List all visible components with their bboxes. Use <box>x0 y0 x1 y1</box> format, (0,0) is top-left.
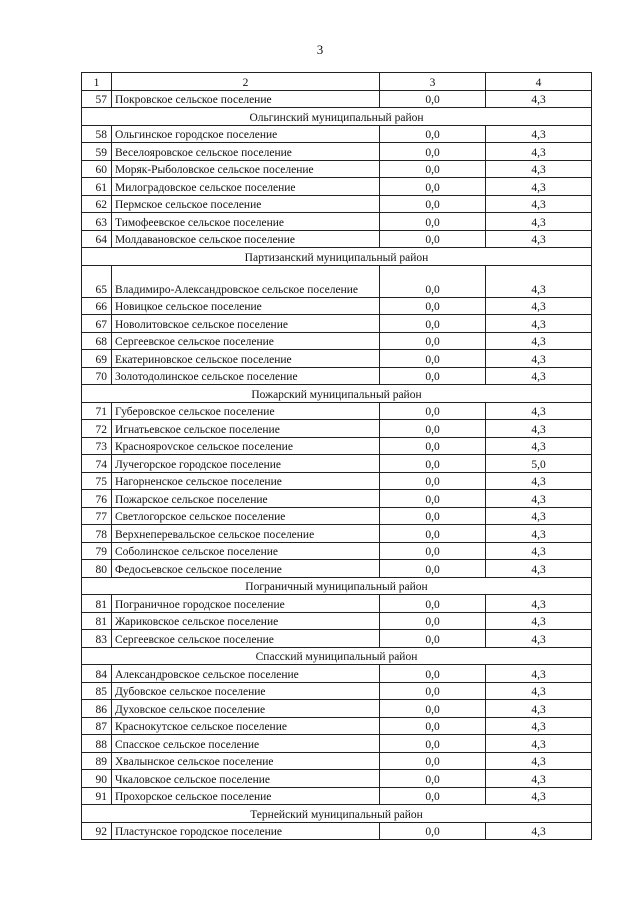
settlement-name: Красноярovское сельское поселение <box>112 437 380 455</box>
table-row <box>82 472 592 490</box>
table-row <box>82 367 592 385</box>
value-col-4: 4,3 <box>486 665 592 683</box>
row-number: 70 <box>82 367 112 385</box>
value-col-4: 4,3 <box>486 160 592 178</box>
settlement-name: Игнатьевское сельское поселение <box>112 420 380 438</box>
value-col-4: 4,3 <box>486 735 592 753</box>
row-number: 76 <box>82 490 112 508</box>
settlement-name: Моряк-Рыболовское сельское поселение <box>112 160 380 178</box>
value-col-4: 4,3 <box>486 178 592 196</box>
table-row <box>82 230 592 248</box>
value-col-3: 0,0 <box>380 700 486 718</box>
value-col-3: 0,0 <box>380 560 486 578</box>
section-title: Спасский муниципальный район <box>82 647 592 665</box>
value-col-3: 0,0 <box>380 367 486 385</box>
value-col-3: 0,0 <box>380 822 486 840</box>
value-col-4: 4,3 <box>486 507 592 525</box>
value-col-3: 0,0 <box>380 420 486 438</box>
table-row <box>82 143 592 161</box>
row-number: 68 <box>82 332 112 350</box>
settlement-name: Милоградовское сельское поселение <box>112 178 380 196</box>
value-col-4: 4,3 <box>486 125 592 143</box>
value-col-3: 0,0 <box>380 437 486 455</box>
row-number: 86 <box>82 700 112 718</box>
data-table <box>81 72 592 840</box>
table-row <box>82 700 592 718</box>
settlement-name: Спасское сельское поселение <box>112 735 380 753</box>
value-col-3: 0,0 <box>380 90 486 108</box>
value-col-3: 0,0 <box>380 455 486 473</box>
table-row <box>82 822 592 840</box>
section-title: Партизанский муниципальный район <box>82 248 592 266</box>
row-number: 73 <box>82 437 112 455</box>
section-title: Пожарский муниципальный район <box>82 385 592 403</box>
settlement-name: Светлогорское сельское поселение <box>112 507 380 525</box>
value-col-4: 4,3 <box>486 297 592 315</box>
row-number: 81 <box>82 612 112 630</box>
settlement-name: Федосьевское сельское поселение <box>112 560 380 578</box>
settlement-name: Сергеевское сельское поселение <box>112 332 380 350</box>
row-number: 62 <box>82 195 112 213</box>
value-col-4: 4,3 <box>486 90 592 108</box>
settlement-name: Пермское сельское поселение <box>112 195 380 213</box>
value-col-3: 0,0 <box>380 525 486 543</box>
row-number: 90 <box>82 770 112 788</box>
header-cell-4: 4 <box>486 73 592 91</box>
row-number: 65 <box>82 265 112 297</box>
row-number: 71 <box>82 402 112 420</box>
header-cell-2: 2 <box>112 73 380 91</box>
value-col-4: 4,3 <box>486 717 592 735</box>
value-col-4: 4,3 <box>486 315 592 333</box>
settlement-name: Молдавановское сельское поселение <box>112 230 380 248</box>
value-col-3: 0,0 <box>380 315 486 333</box>
value-col-4: 4,3 <box>486 560 592 578</box>
settlement-name: Верхнеперевальское сельское поселение <box>112 525 380 543</box>
header-cell-1: 1 <box>82 73 112 91</box>
value-col-3: 0,0 <box>380 265 486 297</box>
row-number: 72 <box>82 420 112 438</box>
settlement-name: Новолитовское сельское поселение <box>112 315 380 333</box>
value-col-4: 4,3 <box>486 700 592 718</box>
value-col-4: 4,3 <box>486 472 592 490</box>
table-row <box>82 178 592 196</box>
row-number: 84 <box>82 665 112 683</box>
row-number: 63 <box>82 213 112 231</box>
table-row <box>82 595 592 613</box>
settlement-name: Золотодолинское сельское поселение <box>112 367 380 385</box>
value-col-3: 0,0 <box>380 752 486 770</box>
settlement-name: Нагорненское сельское поселение <box>112 472 380 490</box>
row-number: 80 <box>82 560 112 578</box>
table-row <box>82 717 592 735</box>
table-row <box>82 297 592 315</box>
table-row <box>82 265 592 297</box>
settlement-name: Покровское сельское поселение <box>112 90 380 108</box>
value-col-3: 0,0 <box>380 178 486 196</box>
table-row <box>82 90 592 108</box>
value-col-4: 4,3 <box>486 542 592 560</box>
value-col-4: 4,3 <box>486 367 592 385</box>
value-col-4: 4,3 <box>486 490 592 508</box>
value-col-4: 5,0 <box>486 455 592 473</box>
value-col-3: 0,0 <box>380 160 486 178</box>
value-col-4: 4,3 <box>486 420 592 438</box>
row-number: 66 <box>82 297 112 315</box>
value-col-3: 0,0 <box>380 332 486 350</box>
table-row <box>82 437 592 455</box>
section-header-row <box>82 805 592 823</box>
settlement-name: Прохорское сельское поселение <box>112 787 380 805</box>
value-col-3: 0,0 <box>380 717 486 735</box>
value-col-4: 4,3 <box>486 332 592 350</box>
row-number: 58 <box>82 125 112 143</box>
row-number: 91 <box>82 787 112 805</box>
value-col-3: 0,0 <box>380 770 486 788</box>
value-col-4: 4,3 <box>486 630 592 648</box>
value-col-3: 0,0 <box>380 612 486 630</box>
header-cell-3: 3 <box>380 73 486 91</box>
settlement-name: Губеровское сельское поселение <box>112 402 380 420</box>
value-col-3: 0,0 <box>380 195 486 213</box>
table-row <box>82 455 592 473</box>
value-col-4: 4,3 <box>486 525 592 543</box>
value-col-3: 0,0 <box>380 507 486 525</box>
section-header-row <box>82 385 592 403</box>
row-number: 77 <box>82 507 112 525</box>
settlement-name: Пластунское городское поселение <box>112 822 380 840</box>
table-row <box>82 420 592 438</box>
table-row <box>82 630 592 648</box>
row-number: 89 <box>82 752 112 770</box>
table-row <box>82 350 592 368</box>
table-row <box>82 560 592 578</box>
value-col-3: 0,0 <box>380 472 486 490</box>
settlement-name: Краснокутское сельское поселение <box>112 717 380 735</box>
value-col-4: 4,3 <box>486 822 592 840</box>
table-row <box>82 160 592 178</box>
row-number: 69 <box>82 350 112 368</box>
table-row <box>82 735 592 753</box>
value-col-4: 4,3 <box>486 195 592 213</box>
table-row <box>82 542 592 560</box>
section-header-row <box>82 647 592 665</box>
row-number: 59 <box>82 143 112 161</box>
row-number: 79 <box>82 542 112 560</box>
settlement-name: Александровское сельское поселение <box>112 665 380 683</box>
value-col-4: 4,3 <box>486 143 592 161</box>
table-row <box>82 402 592 420</box>
settlement-name: Сергеевское сельское поселение <box>112 630 380 648</box>
settlement-name: Веселояровское сельское поселение <box>112 143 380 161</box>
value-col-3: 0,0 <box>380 125 486 143</box>
table-row <box>82 490 592 508</box>
row-number: 83 <box>82 630 112 648</box>
section-header-row <box>82 577 592 595</box>
page-number: 3 <box>316 42 324 57</box>
table-row <box>82 332 592 350</box>
value-col-4: 4,3 <box>486 787 592 805</box>
settlement-name: Жариковское сельское поселение <box>112 612 380 630</box>
section-title: Тернейский муниципальный район <box>82 805 592 823</box>
settlement-name: Соболинское сельское поселение <box>112 542 380 560</box>
value-col-4: 4,3 <box>486 402 592 420</box>
settlement-name: Тимофеевское сельское поселение <box>112 213 380 231</box>
value-col-3: 0,0 <box>380 735 486 753</box>
settlement-name: Дубовское сельское поселение <box>112 682 380 700</box>
value-col-3: 0,0 <box>380 542 486 560</box>
row-number: 92 <box>82 822 112 840</box>
value-col-4: 4,3 <box>486 213 592 231</box>
settlement-name: Владимиро-Александровское сельское поселение <box>112 265 380 297</box>
value-col-4: 4,3 <box>486 230 592 248</box>
table-row <box>82 525 592 543</box>
value-col-4: 4,3 <box>486 350 592 368</box>
settlement-name: Пограничное городское поселение <box>112 595 380 613</box>
row-number: 75 <box>82 472 112 490</box>
section-title: Пограничный муниципальный район <box>82 577 592 595</box>
table-row <box>82 195 592 213</box>
table-row <box>82 665 592 683</box>
row-number: 88 <box>82 735 112 753</box>
value-col-4: 4,3 <box>486 682 592 700</box>
settlement-name: Екатериновское сельское поселение <box>112 350 380 368</box>
table-row <box>82 770 592 788</box>
row-number: 74 <box>82 455 112 473</box>
section-header-row <box>82 248 592 266</box>
row-number: 87 <box>82 717 112 735</box>
row-number: 61 <box>82 178 112 196</box>
settlement-name: Хвалынское сельское поселение <box>112 752 380 770</box>
row-number: 67 <box>82 315 112 333</box>
value-col-3: 0,0 <box>380 490 486 508</box>
value-col-3: 0,0 <box>380 213 486 231</box>
row-number: 78 <box>82 525 112 543</box>
table-body <box>82 73 592 840</box>
value-col-4: 4,3 <box>486 595 592 613</box>
settlement-name: Новицкое сельское поселение <box>112 297 380 315</box>
value-col-4: 4,3 <box>486 437 592 455</box>
settlement-name: Духовское сельское поселение <box>112 700 380 718</box>
settlement-name: Чкаловское сельское поселение <box>112 770 380 788</box>
value-col-4: 4,3 <box>486 612 592 630</box>
settlement-name: Пожарское сельское поселение <box>112 490 380 508</box>
table-row <box>82 315 592 333</box>
value-col-3: 0,0 <box>380 350 486 368</box>
table-row <box>82 213 592 231</box>
value-col-3: 0,0 <box>380 143 486 161</box>
value-col-3: 0,0 <box>380 297 486 315</box>
value-col-4: 4,3 <box>486 265 592 297</box>
table-row <box>82 612 592 630</box>
row-number: 64 <box>82 230 112 248</box>
row-number: 81 <box>82 595 112 613</box>
value-col-4: 4,3 <box>486 752 592 770</box>
value-col-3: 0,0 <box>380 230 486 248</box>
value-col-3: 0,0 <box>380 682 486 700</box>
table-row <box>82 507 592 525</box>
value-col-3: 0,0 <box>380 665 486 683</box>
row-number: 57 <box>82 90 112 108</box>
value-col-3: 0,0 <box>380 630 486 648</box>
settlement-name: Ольгинское городское поселение <box>112 125 380 143</box>
value-col-4: 4,3 <box>486 770 592 788</box>
table-row <box>82 682 592 700</box>
table-row <box>82 752 592 770</box>
section-title: Ольгинский муниципальный район <box>82 108 592 126</box>
row-number: 85 <box>82 682 112 700</box>
settlement-name: Лучегорское городское поселение <box>112 455 380 473</box>
value-col-3: 0,0 <box>380 787 486 805</box>
value-col-3: 0,0 <box>380 595 486 613</box>
section-header-row <box>82 108 592 126</box>
value-col-3: 0,0 <box>380 402 486 420</box>
row-number: 60 <box>82 160 112 178</box>
table-header-row <box>82 73 592 91</box>
table-row <box>82 787 592 805</box>
table-row <box>82 125 592 143</box>
